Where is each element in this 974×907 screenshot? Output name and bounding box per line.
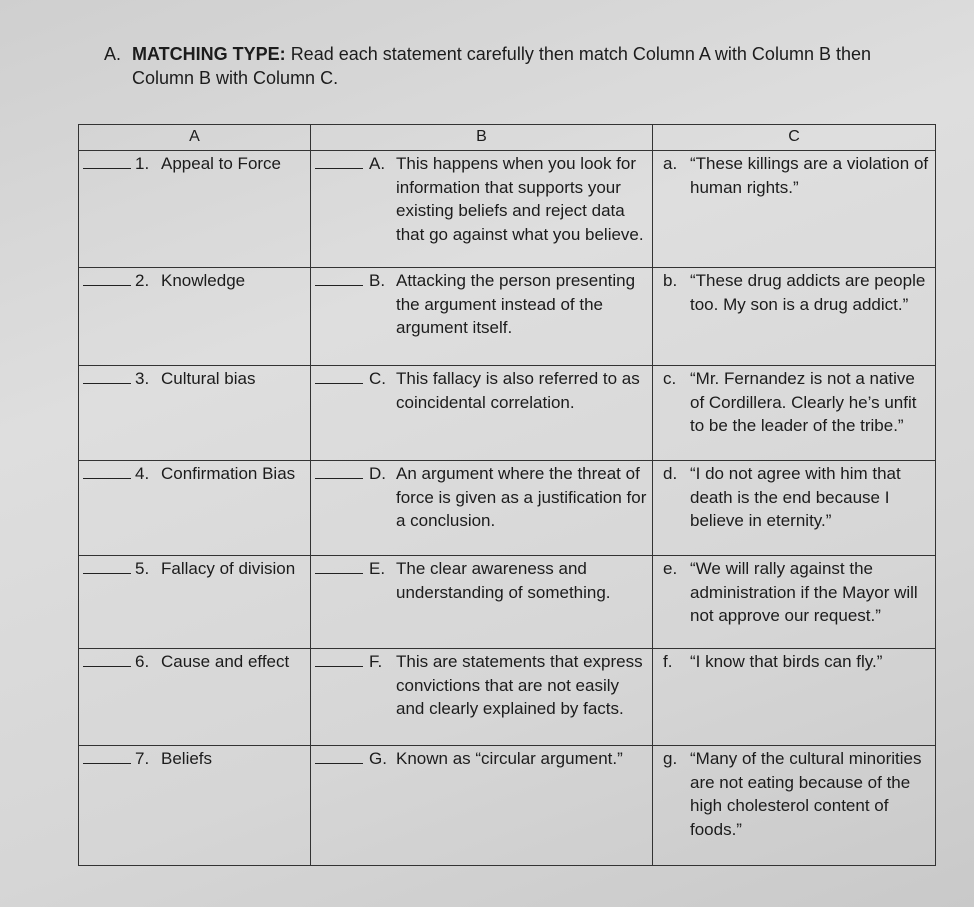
item-letter: A. xyxy=(369,154,386,173)
item-letter: F. xyxy=(369,652,383,671)
column-b-cell xyxy=(311,461,653,556)
item-example: “I do not agree with him that death is the end because I believe in eternity.” xyxy=(690,464,901,530)
column-c-cell xyxy=(653,746,936,866)
answer-blank[interactable] xyxy=(83,462,131,479)
column-b-cell xyxy=(311,366,653,461)
item-letter: C. xyxy=(369,369,386,388)
answer-blank[interactable] xyxy=(315,747,363,764)
answer-blank[interactable] xyxy=(83,367,131,384)
answer-blank[interactable] xyxy=(315,557,363,574)
column-a-cell xyxy=(79,746,311,866)
answer-blank[interactable] xyxy=(83,152,131,169)
column-c-cell xyxy=(653,556,936,649)
item-letter: G. xyxy=(369,749,387,768)
item-term: Cultural bias xyxy=(161,369,256,388)
item-definition: This fallacy is also referred to as coincidental correlation. xyxy=(396,369,640,412)
item-example: “Many of the cultural minorities are not eating because of the high cholesterol content of foods.” xyxy=(690,749,922,839)
item-letter: e. xyxy=(663,559,678,578)
section-title: MATCHING TYPE: xyxy=(132,44,286,64)
item-definition: An argument where the threat of force is given as a justification for a conclusion. xyxy=(396,464,647,530)
column-a-cell xyxy=(79,151,311,268)
matching-table xyxy=(78,124,936,866)
item-term: Appeal to Force xyxy=(161,154,282,173)
answer-blank[interactable] xyxy=(83,557,131,574)
column-b-header: B xyxy=(311,125,653,151)
item-number: 4. xyxy=(135,464,150,483)
item-letter: E. xyxy=(369,559,386,578)
table-row xyxy=(79,151,936,268)
item-number: 6. xyxy=(135,652,150,671)
answer-blank[interactable] xyxy=(315,152,363,169)
table-row xyxy=(79,746,936,866)
item-letter: c. xyxy=(663,369,677,388)
column-b-cell xyxy=(311,151,653,268)
item-number: 3. xyxy=(135,369,150,388)
instruction-text-2: Column B with Column C. xyxy=(132,68,339,88)
answer-blank[interactable] xyxy=(83,650,131,667)
column-a-cell xyxy=(79,461,311,556)
item-definition: Attacking the person presenting the argument instead of the argument itself. xyxy=(396,271,636,337)
item-letter: B. xyxy=(369,271,386,290)
item-term: Fallacy of division xyxy=(161,559,296,578)
item-letter: g. xyxy=(663,749,678,768)
item-term: Beliefs xyxy=(161,749,213,768)
item-letter: d. xyxy=(663,464,678,483)
column-c-cell xyxy=(653,366,936,461)
item-letter: f. xyxy=(663,652,673,671)
column-c-header: C xyxy=(653,125,936,151)
column-c-cell xyxy=(653,268,936,366)
column-a-cell xyxy=(79,268,311,366)
instruction-text: Read each statement carefully then match Column A with Column B then xyxy=(290,44,871,64)
answer-blank[interactable] xyxy=(315,462,363,479)
instructions xyxy=(104,42,924,90)
table-row xyxy=(79,649,936,746)
column-c-cell xyxy=(653,151,936,268)
item-definition: The clear awareness and understanding of something. xyxy=(396,559,611,602)
table-row xyxy=(79,461,936,556)
item-letter: b. xyxy=(663,271,678,290)
item-definition: This happens when you look for information that supports your existing beliefs and reject data that go against what you believe. xyxy=(396,154,644,244)
item-definition: This are statements that express convictions that are not easily and clearly explained by facts. xyxy=(396,652,643,718)
item-number: 2. xyxy=(135,271,150,290)
column-a-cell xyxy=(79,649,311,746)
item-letter: D. xyxy=(369,464,386,483)
column-c-cell xyxy=(653,649,936,746)
answer-blank[interactable] xyxy=(315,367,363,384)
item-number: 5. xyxy=(135,559,150,578)
item-letter: a. xyxy=(663,154,678,173)
item-definition: Known as “circular argument.” xyxy=(396,749,623,768)
column-b-cell xyxy=(311,556,653,649)
item-example: “Mr. Fernandez is not a native of Cordillera. Clearly he’s unfit to be the leader of the tribe.” xyxy=(690,369,917,435)
column-c-cell xyxy=(653,461,936,556)
answer-blank[interactable] xyxy=(315,269,363,286)
item-example: “These killings are a violation of human rights.” xyxy=(690,154,929,197)
item-number: 7. xyxy=(135,749,150,768)
section-label: A. xyxy=(104,44,122,64)
header-row xyxy=(79,125,936,151)
item-example: “I know that birds can fly.” xyxy=(690,652,883,671)
column-b-cell xyxy=(311,649,653,746)
table-row xyxy=(79,556,936,649)
column-a-header: A xyxy=(79,125,311,151)
item-term: Confirmation Bias xyxy=(161,464,296,483)
column-b-cell xyxy=(311,268,653,366)
answer-blank[interactable] xyxy=(315,650,363,667)
column-a-cell xyxy=(79,366,311,461)
answer-blank[interactable] xyxy=(83,269,131,286)
answer-blank[interactable] xyxy=(83,747,131,764)
table-row xyxy=(79,268,936,366)
column-a-cell xyxy=(79,556,311,649)
item-example: “We will rally against the administration if the Mayor will not approve our request.” xyxy=(690,559,918,625)
item-term: Cause and effect xyxy=(161,652,290,671)
item-number: 1. xyxy=(135,154,150,173)
table-row xyxy=(79,366,936,461)
item-example: “These drug addicts are people too. My son is a drug addict.” xyxy=(690,271,926,314)
column-b-cell xyxy=(311,746,653,866)
item-term: Knowledge xyxy=(161,271,246,290)
